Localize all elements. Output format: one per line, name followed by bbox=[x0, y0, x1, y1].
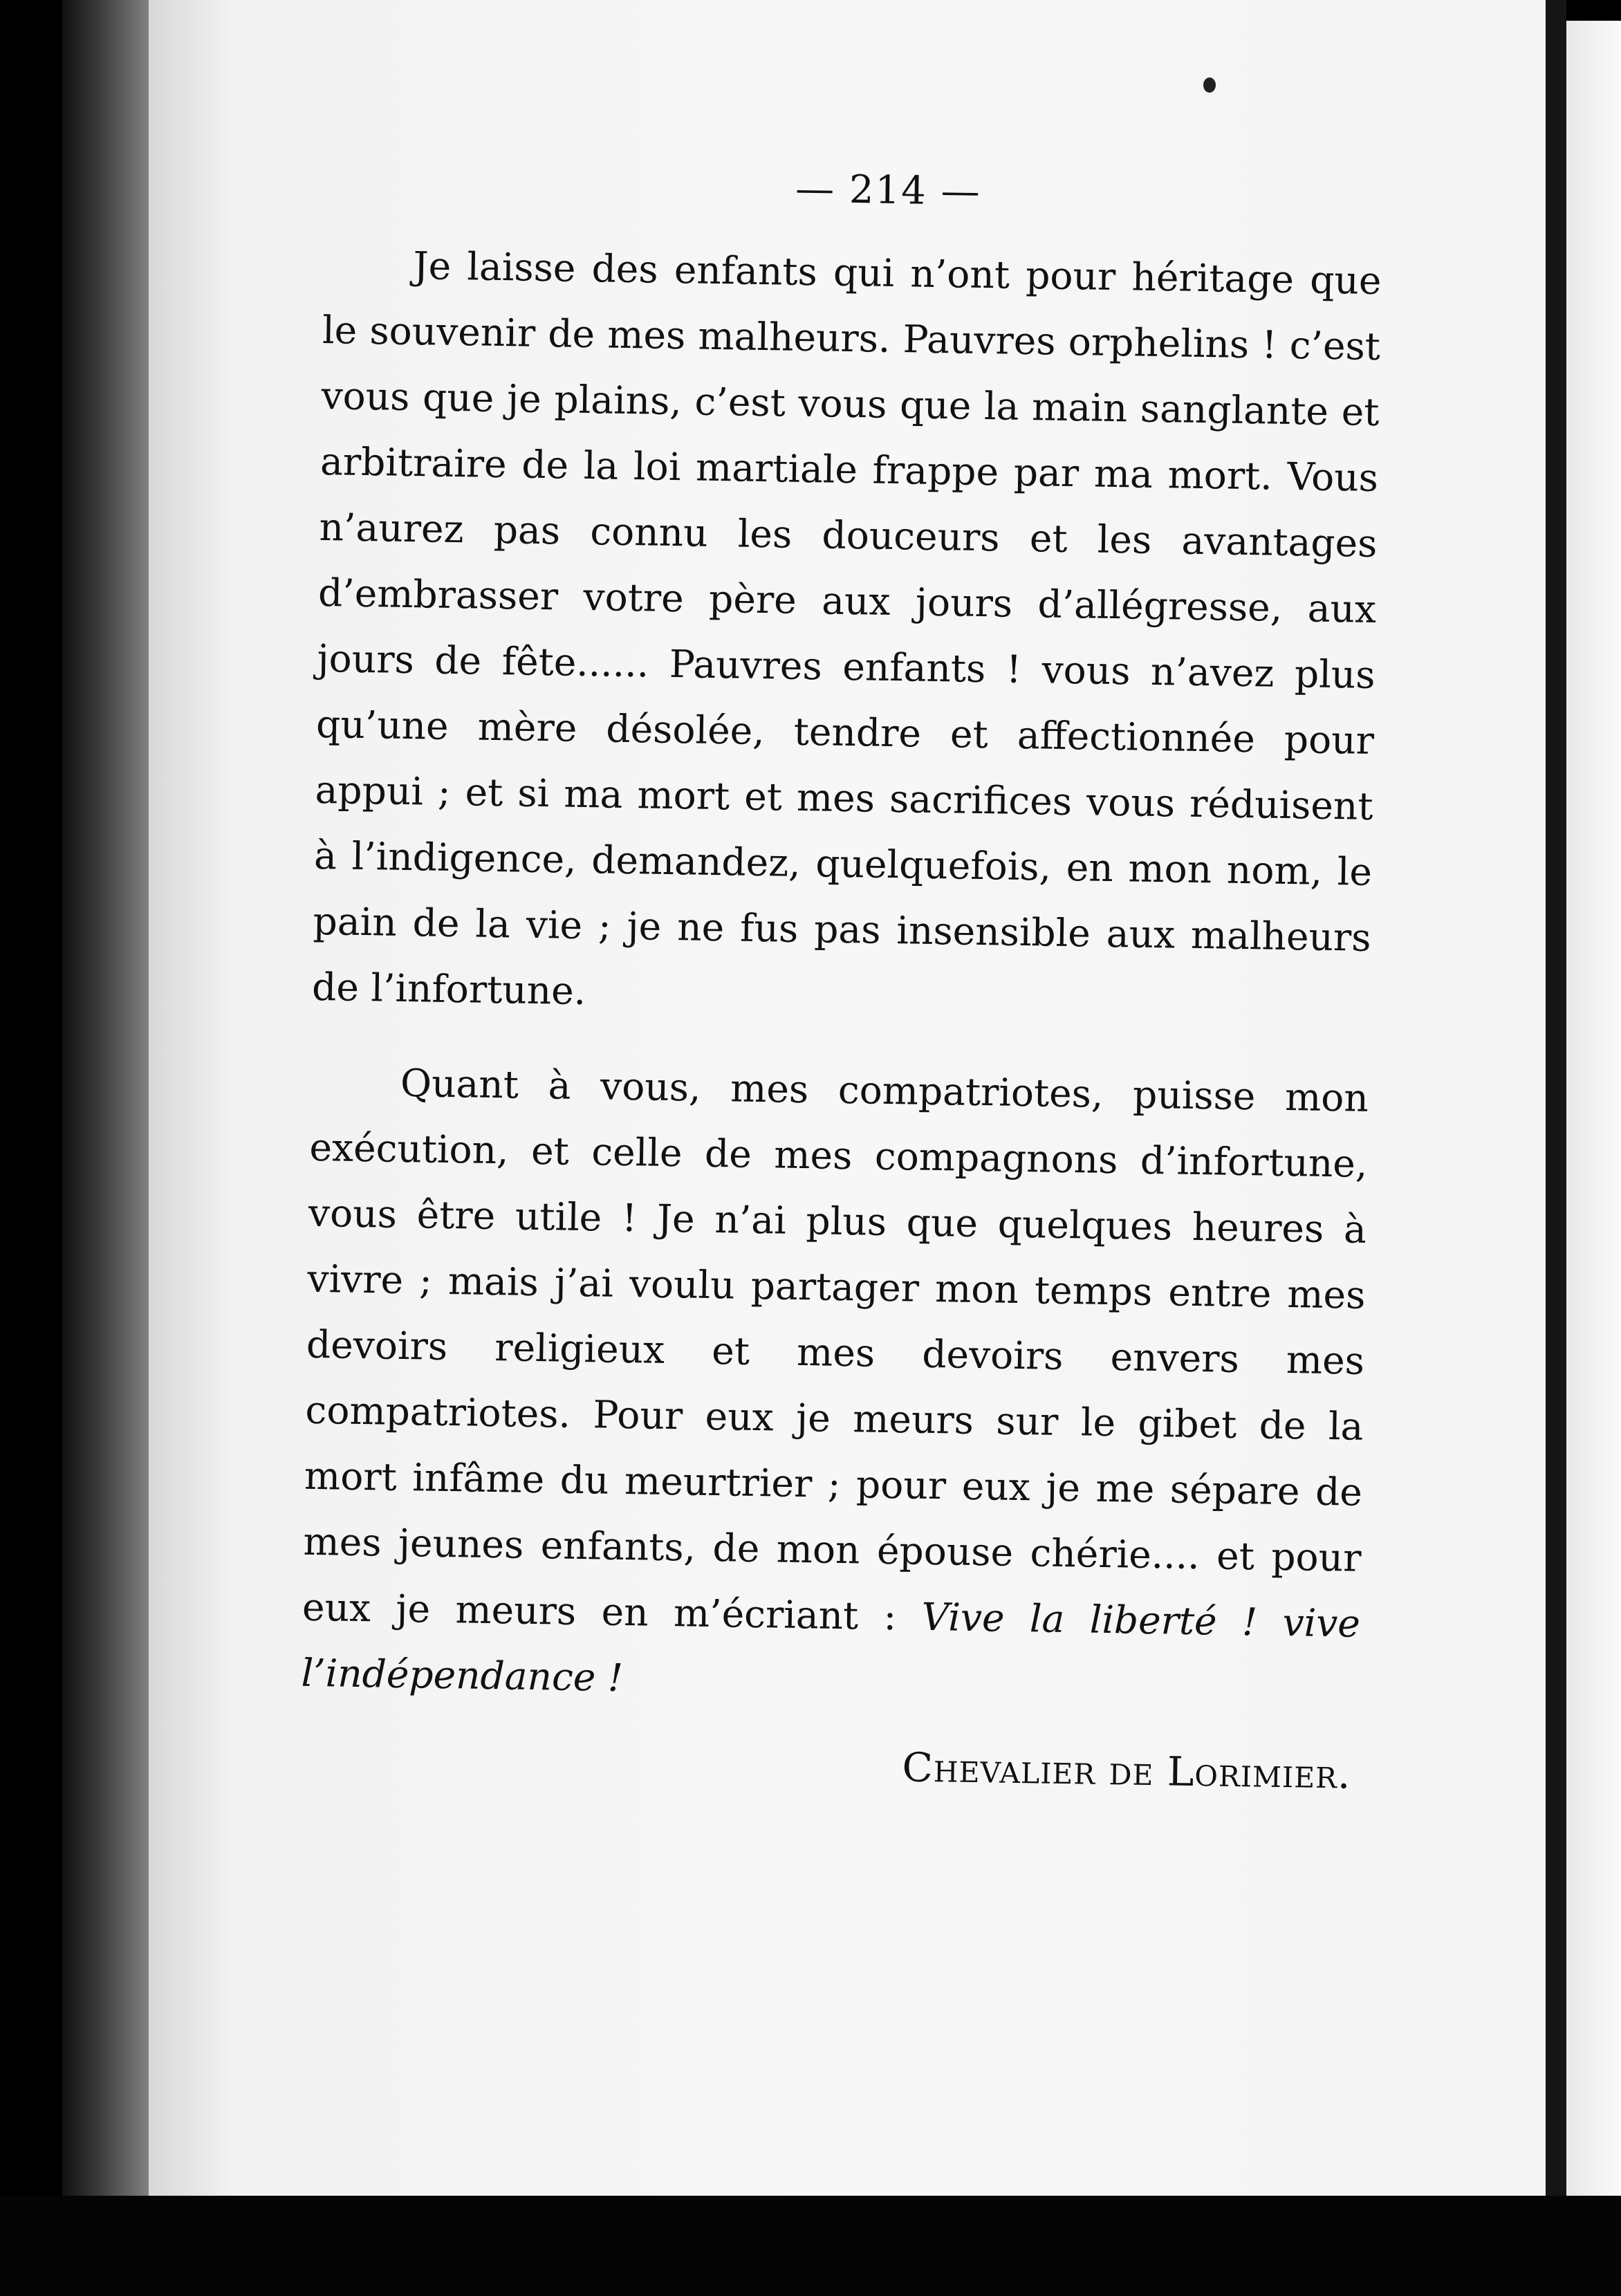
page-number: — 214 — bbox=[795, 166, 982, 214]
paragraph-compatriots-text: Quant à vous, mes compatriotes, puisse mon exécution, et celle de mes compagnons d’infortune, vous être utile ! Je n’ai plus que quelques heures à vivre ; mais j’ai voulu partager mon temps entre mes devoirs religieux et mes devoirs envers mes compatriotes. Pour eux je meurs sur le gibet de la mort infâme du meurtrier ; pour eux je me sépare de mes jeunes enfants, de mon épouse chérie.... et pour eux je meurs en m’écriant : bbox=[302, 1060, 1369, 1639]
page-gutter bbox=[1546, 0, 1566, 2196]
paragraph-compatriots bbox=[301, 1049, 1369, 1723]
page-text-block bbox=[299, 159, 1383, 1808]
adjacent-page-edge bbox=[1566, 21, 1621, 2199]
signature: Chevalier de Lorimier. bbox=[902, 1743, 1352, 1798]
ink-spot bbox=[1203, 77, 1216, 93]
closing-exclamation: Vive la liberté ! vive l’indépendance ! bbox=[301, 1594, 1361, 1701]
scan-background bbox=[0, 2196, 1621, 2296]
paragraph-orphans: Je laisse des enfants qui n’ont pour héritage que le souvenir de mes malheurs. Pauvres orphelins ! c’est vous que je plains, c’est vous que la main sanglante et arbitraire de la loi martiale frappe par ma mort. Vous n’aurez pas connu les douceurs et les avantages d’embrasser votre père aux jours d’allégresse, aux jours de fête...... Pauvres enfants ! vous n’avez plus qu’une mère désolée, tendre et affectionnée pour appui ; et si ma mort et mes sacrifices vous réduisent à l’indigence, demandez, quelquefois, en mon nom, le pain de la vie ; je ne fus pas insensible aux malheurs de l’infortune. bbox=[311, 243, 1382, 1014]
